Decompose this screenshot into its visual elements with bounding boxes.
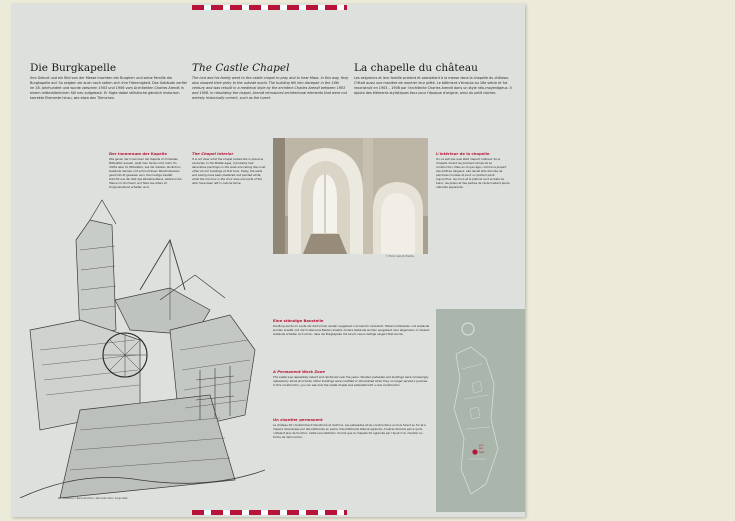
chapel-interior-photo [273,138,428,254]
you-are-here-label [479,444,484,454]
castle-reconstruction-drawing [20,180,265,498]
bottom-stripe [192,510,347,515]
title-fr: La chapelle du château [354,62,478,74]
interior-de: Wie genau der Innenraum der Kapelle im frühesten Mittelalter aussah, weiß man heute nicht mehr. Es dürfte aber im Mittelalter, wie die meisten ländlichen Gebäude damals, mit schmucklosen Wandmalereien geschmückt gewesen sein. Die heutige Gestalt stammt aus der Zeit des Wiederaufbaus, während die Steine im Chorraum und Teile des Altars im Originalzustand erhalten sind. [109,157,182,189]
site-de: Die Burg wurde im Laufe der Zeit immer wieder ausgebaut und baulich verändert. Hölzerne Palisaden und Gebäude wurden ersetzt und durch steinerne Bauten ersetzt. Andere Gebäude wurden ausgebaut oder abgerissen. In diesem Gebäude erhalten sich schon, dass die Burgkapelle mit einem neuen Gefüge eingerichtet wurde. [273,324,430,336]
map-label-3: here [479,450,485,454]
interior-fr: On ne sait pas quel était l'aspect intérieur de la chapelle durant les premiers temps de sa construction. Mais au moyen-âge, comme la plupart des édifices religieux, elle devait être décorée de peintures murales et avoir un plafond peint. Aujourd'hui, les murs et le plafond sont enduits de blanc, les piliers et des parties de l'autel restent pierre naturelle apparente. [436,157,510,189]
site-fr: Le château fut constamment transformé et renforcé. Les palissades et les constructions en bois furent au fur et à mesure remplacées par des bâtiments en pierre. Des bâtiments étaient agrandis, d'autres démolis parce qu'ils n'étaient plus de fonction. Cette reconstitution montre que la chapelle fut agrandie par l'ajout d'un chantier en forme de demi-cercle. [273,423,426,439]
site-en: The castle was repeatedly rebuilt and reinforced over the years. Wooden palisades and buildings were increasingly replaced by stone structures. Other buildings were modified or demolished when they no longer served a purpose. In this construction, you can see how the castle chapel was extended with a new construction. [273,375,429,387]
map-label-2: are [479,447,483,451]
intro-en: The lord and his family went to the castle chapel to pray and to hear Mass. In this way, they also showed their piety to the outside world. The building fell into disrepair in the 18th century and was rebuilt in a medieval style by the architect Charles Arendt between 1903 and 1906. In rebuilding the chapel, Arendt introduced architectural elements that were not entirely historically correct, such as the turret. [192,76,349,101]
interior-en: It is not clear what the chapel looked like in previous centuries. In the Middle Ages, it probably had decorative paintings on the walls and ceiling like most other church buildings at that time. Today, the walls and ceiling have been plastered and painted white, while the columns in the choir area and parts of the altar have been left in natural stone. [192,157,266,185]
interior-title-de: Der Innenraum der Kapelle [109,151,167,156]
title-en: The Castle Chapel [192,62,290,74]
top-stripe [192,5,347,10]
site-title-fr: Un chantier permanent [273,417,323,422]
site-title-de: Eine ständige Baustelle [273,318,324,323]
intro-fr: Les seigneurs et leur famille priaient et assistaient à la messe dans la chapelle du château. C'était aussi une manière de montrer leur piété. Le bâtiment s'écroula au 18e siècle et fut reconstruit en 1903 – 1906 par l'architecte Charles Arendt dans un style néo-moyenâgeux. Il ajouta des éléments stylistiques faux pour l'époque d'origine, ainsi du petit clocher. [354,76,512,96]
drawing-caption: Reconstitution / Reconstruction / Reconstruction: Serge Weis [58,497,128,500]
map-label-1: you [479,444,484,447]
interior-title-fr: L'intérieur de la chapelle [436,151,490,156]
site-title-en: A Permanent Work Zone [273,369,325,374]
intro-de: Ihre Geburt und ein Bild von der Messe machten der Burgherr und seine Familie die Burgkapelle auf. So zeigten sie auch noch sofern sich ihre Frömmigkeit. Das Gebäude verfiel im 18. Jahrhundert und wurde zwischen 1903 und 1906 vom Architekten Charles Arendt in einem mittelalterlichen Stil neu aufgebaut. Er fügte dabei stilistische gänzlich historisch korrekte Elemente hinzu, wie etwa den Türmchen. [30,76,187,101]
photo-credit: © Photo: Gérard, Brosthe [386,255,414,258]
interior-title-en: The Chapel Interior [192,151,234,156]
location-map [436,309,525,512]
exhibit-panel [12,4,525,517]
title-de: Die Burgkapelle [30,62,117,74]
